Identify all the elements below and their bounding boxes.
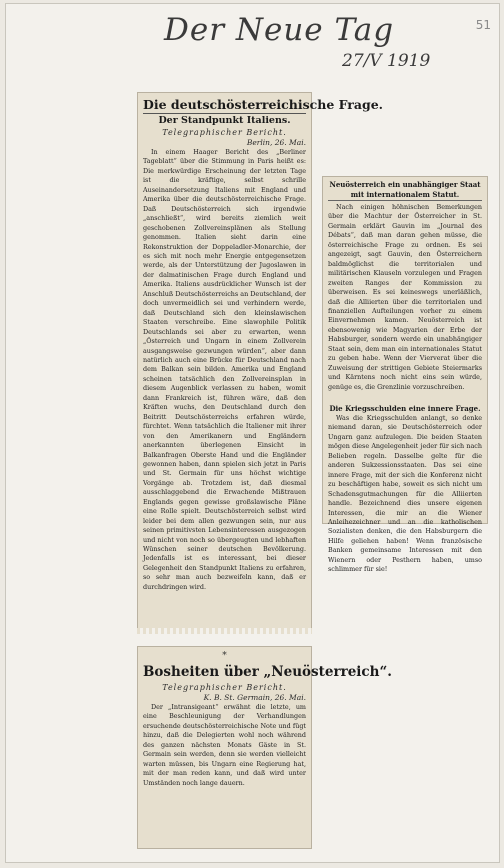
divider [328,200,482,201]
archive-sheet [5,3,500,863]
right-article-body-second: Was die Kriegsschulden anlangt, so denke niemand daran, sie Deutschösterreich oder Ungarn ganz aufzulegen. Die beiden Staaten mögen diese Angelegenheit jeder für sich nach Belieben regeln. Dasselbe gelte für die anderen Sukzessionsstaaten. Das sei eine innere Frage, mit der sich die Konferenz nicht zu beschäftigen habe, soweit es sich nicht um Schadensgutmachungen für die Alliierten handle. Bezeichnend dies unsere eigenen Interessen, die mir an die Wiener Anleihezeichner und an die katholischen Sozialisten denken, die den Habsburgern die Hilfe geliehen haben! Wenn französische Banken gemeinsame Interessen mit den Wienern oder Pesthern haben, umso schlimmer für sie! [328,414,482,574]
bottom-article-byline: Telegraphischer Bericht. [162,683,287,692]
main-article-clipping [137,92,384,630]
main-article-byline: Telegraphischer Bericht. [162,128,287,137]
right-article-headline: Neuösterreich ein unabhängiger Staat mit internationalem Statut. [329,180,481,199]
torn-edge [137,628,312,634]
section-separator: * [222,651,227,661]
bottom-article-headline: Bosheiten über „Neuösterreich“. [143,664,392,680]
bottom-article-clipping [137,646,392,849]
main-article-headline: Die deutschösterreichische Frage. [143,97,384,112]
handwritten-newspaper-title: Der Neue Tag [164,12,395,48]
bottom-article-dateline: K. B. St. Germain, 26. Mai. [203,693,306,702]
main-article-body: In einem Haager Bericht des „Berliner Tageblatt“ über die Stimmung in Paris heißt es: Die merkwürdige Erscheinung der letzten Tage ist die kräftige, selbst schrille Auseinandersetzung Italiens mit England und Amerika über die deutschösterreichische Frage. Daß Deutschösterreich sich irgendwie „anschließt“, wird bereits ziemlich weit geschobenen Zollvereinsplänen als Stellung genommen. Italien sieht darin eine Rekonstruktion der Doppeladler-Monarchie, der es sich mit noch mehr Energie entgegensetzen werde, als der Unterstützung der Jugoslawen in der dalmatinischen Frage durch England und Amerika. Italiens ausdrücklicher Wunsch ist der Anschluß Deutschösterreichs an Deutschland, der doch unvermeidlich sei und verhindern werde, daß Deutschland sich den kleinslawischen Staaten verschreibe. Eine slawophile Politik Deutschlands sei aber zu erwarten, wenn „Österreich und Ungarn in einem Zollverein ausgangsweise gezwungen würden“, aber dann natürlich auch eine Brücke für Deutschland nach dem Balkan sein bilden. Amerika und England scheinen tatsächlich den Zollvereinsplan in diesem Augenblick verlassen zu haben, womit dann Frankreich ist, führen wäre, daß den Kräften wuchs, den Deutschland durch den Beitritt Deutschösterreichs erfahren würde, fürchtet. Wenn tatsächlich die Italiener mit ihrer von den Amerikanern und Engländern anerkannten überlegenen Einsicht in Balkanfragen Oberste Hand und die Engländer gewonnen haben, dann spielen sich jetzt in Paris und St. Germain für uns höchst wichtige Vorgänge ab. Trotzdem ist, daß diesmal ausschlaggebend die Erwachende Mißtrauen Englands gegen gewisse großslawische Pläne eine Rolle spielt. Deutschösterreich selbst wird leider bei dem allen gezwungen sein, nur aus seinen primitivsten Lebensinteressen ausgezogen und nicht von noch so übergeugten und lebhaften Wünschen seiner deutschen Bevölkerung. Jedenfalls ist es interessant, bei dieser Gelegenheit den Standpunkt Italiens zu erfahren, so sehr man auch bezweifeln kann, daß er durchdringen wird. [143,148,306,591]
handwritten-date: 27/V 1919 [342,51,431,71]
bottom-article-body: Der „Intransigeant“ erwähnt die letzte, um eine Beschleunigung der Verhandlungen ersuchende deutschösterreichische Note und fügt hinzu, daß die Delegierten wohl noch während des ganzen nächsten Monats Gäste in St. Germain sein werden, denn sie werden vielleicht warten müssen, bis Ungarn eine Regierung hat, mit der man reden kann, und daß wird unter Umständen noch lange dauern. [143,703,306,787]
page-number: 51 [475,18,491,32]
right-article-subheadline: Die Kriegsschulden eine innere Frage. [329,404,481,413]
right-article-body-first: Nach einigen höhnischen Bemerkungen über die Machtur der Österreicher in St. Germain erklärt Gauvin im „Journal des Débats“, daß man daran gehen müsse, die österreichische Frage zu ordnen. Es sei angezeigt, sagt Gauvin, den Österreichern baldmöglichst die territorialen und militärischen Klauseln vorzulegen und Fragen zweiten Ranges der Kommission zu überweisen. Es sei keineswegs unerläßlich, daß die Alliierten über die territorialen und finanziellen Aufteilungen vorher zu einem Einvernehmen kamen. Neuösterreich ist ebensowenig wie Magyarien der Erbe der Habsburger, sondern werde ein unabhängiger Staat sein, dem man ein internationales Statut zu geben habe. Wenn der Vierverat über die Zuweisung der strittigen Gebiete Steiermarks und Kärntens noch nicht eins sein würde, genüge es, die Grenzlinie vorzuschreiben. [328,203,482,391]
right-article-clipping [322,176,488,574]
main-article-subheadline: Der Standpunkt Italiens. [158,115,291,126]
main-article-dateline: Berlin, 26. Mai. [246,138,306,147]
